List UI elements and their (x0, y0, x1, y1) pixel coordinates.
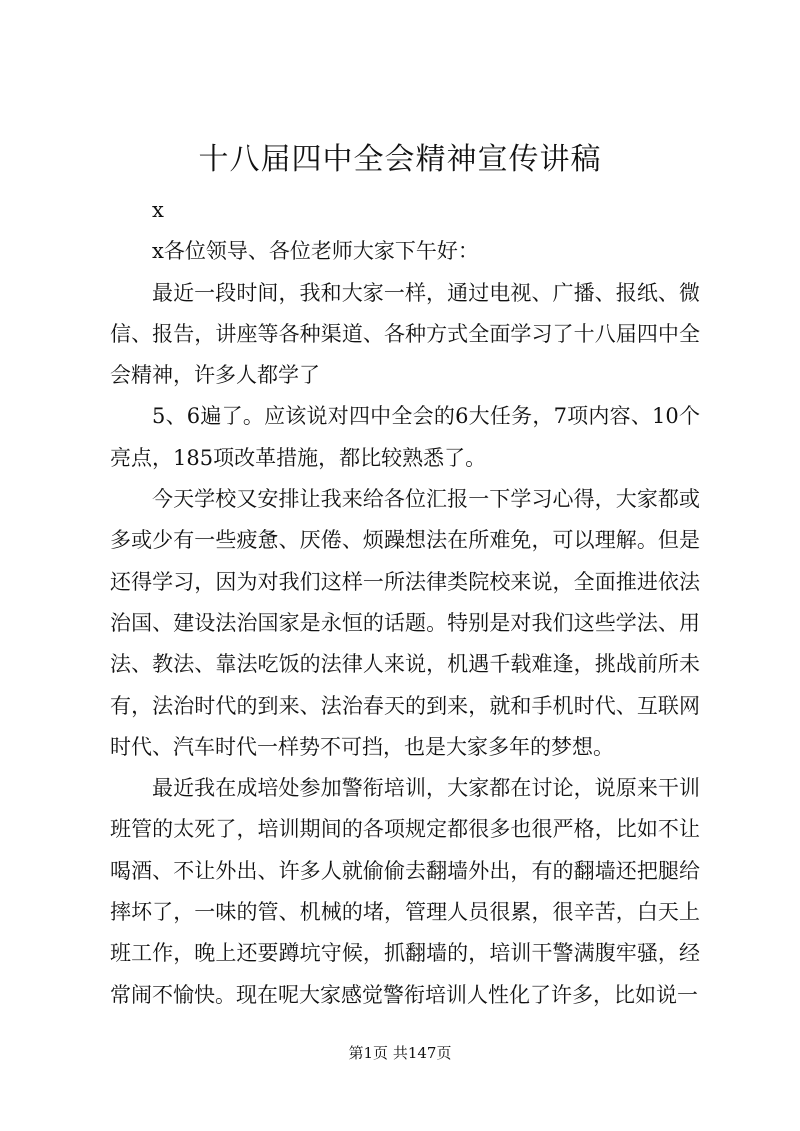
paragraph-2: x各位领导、各位老师大家下午好： (152, 239, 479, 264)
document-body (110, 190, 700, 1016)
paragraph-6: 最近我在成培处参加警衔培训，大家都在讨论，说原来干训班管的太死了，培训期间的各项规定都很多也很严格，比如不让喝酒、不让外出、许多人就偷偷去翻墙外出，有的翻墙还把腿给摔坏了，一味的管、机械的堵，管理人员很累，很辛苦，白天上班工作，晚上还要蹲坑守候，抓翻墙的，培训干警满腹牢骚，经常闹不愉快。现在呢大家感觉警衔培训人性化了许多，比如说一 (110, 776, 700, 1007)
page-footer: 第1页 共147页 (348, 1044, 452, 1062)
document-title: 十八届四中全会精神宣传讲稿 (198, 142, 602, 177)
paragraph-4: 5、6遍了。应该说对四中全会的6大任务，7项内容、10个亮点，185项改革措施，都比较熟悉了。 (110, 404, 700, 470)
paragraph-5: 今天学校又安排让我来给各位汇报一下学习心得，大家都或多或少有一些疲惫、厌倦、烦躁想法在所难免，可以理解。但是还得学习，因为对我们这样一所法律类院校来说，全面推进依法治国、建设法治国家是永恒的话题。特别是对我们这些学法、用法、教法、靠法吃饭的法律人来说，机遇千载难逢，挑战前所未有，法治时代的到来、法治春天的到来，就和手机时代、互联网时代、汽车时代一样势不可挡，也是大家多年的梦想。 (110, 487, 700, 759)
paragraph-3: 最近一段时间，我和大家一样，通过电视、广播、报纸、微信、报告，讲座等各种渠道、各种方式全面学习了十八届四中全会精神，许多人都学了 (110, 280, 700, 388)
paragraph-1: x (152, 198, 164, 222)
